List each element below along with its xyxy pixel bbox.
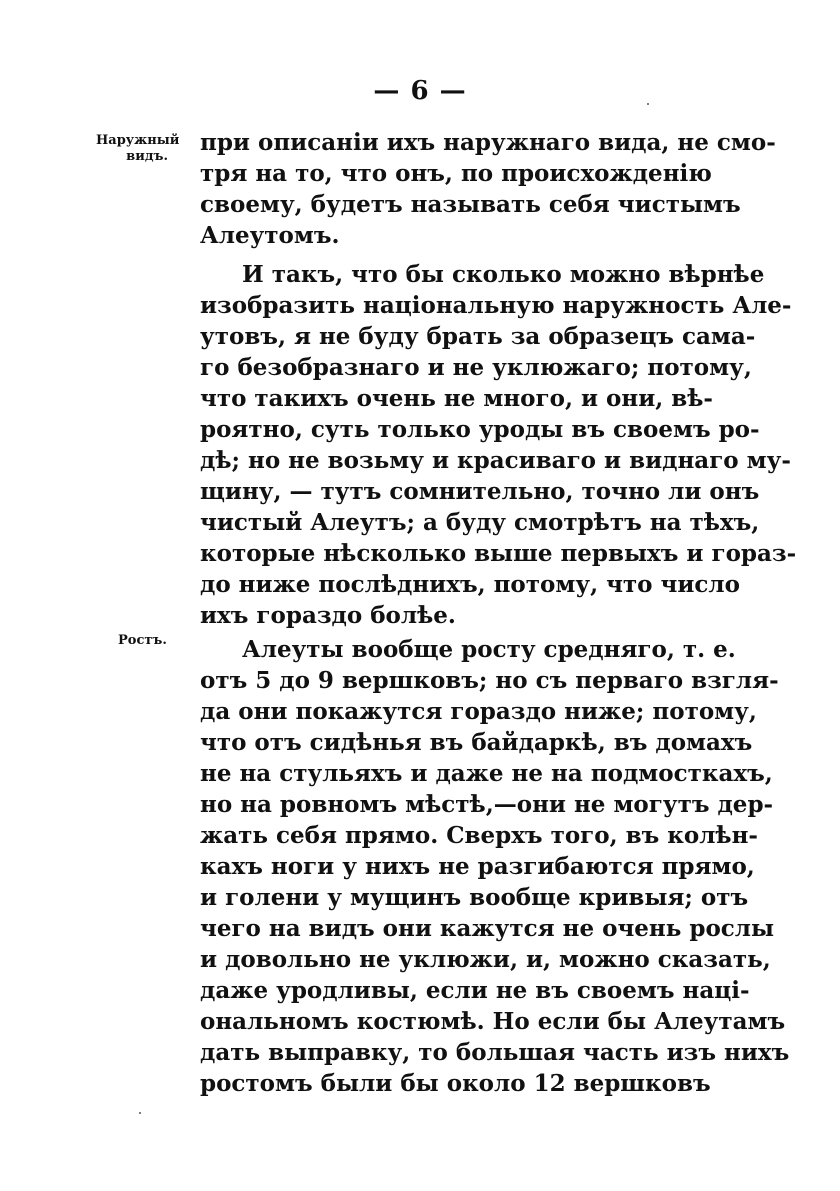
text-line: и голени у мущинъ вообще кривыя; отъ (200, 884, 749, 911)
text-line: Алеуты вообще росту средняго, т. е. (242, 636, 736, 663)
text-line: даже уродливы, если не въ своемъ наці- (200, 977, 750, 1004)
text-line: жать себя прямо. Сверхъ того, въ колѣн- (200, 822, 758, 849)
text-line: кахъ ноги у нихъ не разгибаются прямо, (200, 853, 755, 880)
margin-note-line: Наружный (96, 133, 180, 148)
text-line: чистый Алеутъ; а буду смотрѣтъ на тѣхъ, (200, 509, 760, 536)
print-speck (139, 1112, 141, 1114)
text-line: да они покажутся гораздо ниже; потому, (200, 698, 757, 725)
text-line: ихъ гораздо болѣе. (200, 602, 456, 629)
paragraph-2 (200, 259, 797, 631)
text-line: утовъ, я не буду брать за образецъ сама- (200, 323, 756, 350)
text-line: что такихъ очень не много, и они, вѣ- (200, 385, 713, 412)
text-line: которые нѣсколько выше первыхъ и горaз- (200, 540, 797, 567)
page-number: — 6 — (373, 76, 467, 106)
text-line: тря на то, что онъ, по происхожденію (200, 160, 712, 187)
text-line: ональномъ костюмѣ. Но если бы Алеутамъ (200, 1008, 786, 1035)
text-line: ростомъ были бы около 12 вершковъ (200, 1070, 711, 1097)
margin-note-height: Ростъ. (118, 633, 167, 648)
text-line: чего на видъ они кажутся не очень рослы (200, 915, 775, 942)
text-line: И такъ, что бы сколько можно вѣрнѣе (242, 261, 765, 288)
text-line: дѣ; но не возьму и красиваго и виднаго му- (200, 447, 791, 474)
text-line: изобразить національную наружность Але- (200, 292, 792, 319)
text-line: Алеутомъ. (200, 222, 340, 249)
text-line: роятно, суть только уроды въ своемъ ро- (200, 416, 760, 443)
text-line: и довольно не уклюжи, и, можно сказать, (200, 946, 771, 973)
paragraph-3 (200, 634, 790, 1099)
text-line: что отъ сидѣнья въ байдаркѣ, въ домахъ (200, 729, 753, 756)
paragraph-1 (200, 127, 776, 251)
text-line: при описаніи ихъ наружнаго вида, не смо- (200, 129, 776, 156)
text-line: но на ровномъ мѣстѣ,—они не могутъ дер- (200, 791, 774, 818)
text-line: не на стульяхъ и даже не на подмосткахъ, (200, 760, 773, 787)
text-line: своему, будетъ называть себя чистымъ (200, 191, 741, 218)
text-line: отъ 5 до 9 вершковъ; но съ перваго взгля- (200, 667, 779, 694)
text-line: щину, — тутъ сомнительно, точно ли онъ (200, 478, 760, 505)
text-line: го безобразнаго и не уклюжаго; потому, (200, 354, 752, 381)
margin-note-exterior (96, 133, 180, 165)
margin-note-line: видъ. (126, 149, 168, 164)
text-line: до ниже послѣднихъ, потому, что число (200, 571, 740, 598)
text-line: дать выправку, то большая часть изъ нихъ (200, 1039, 790, 1066)
